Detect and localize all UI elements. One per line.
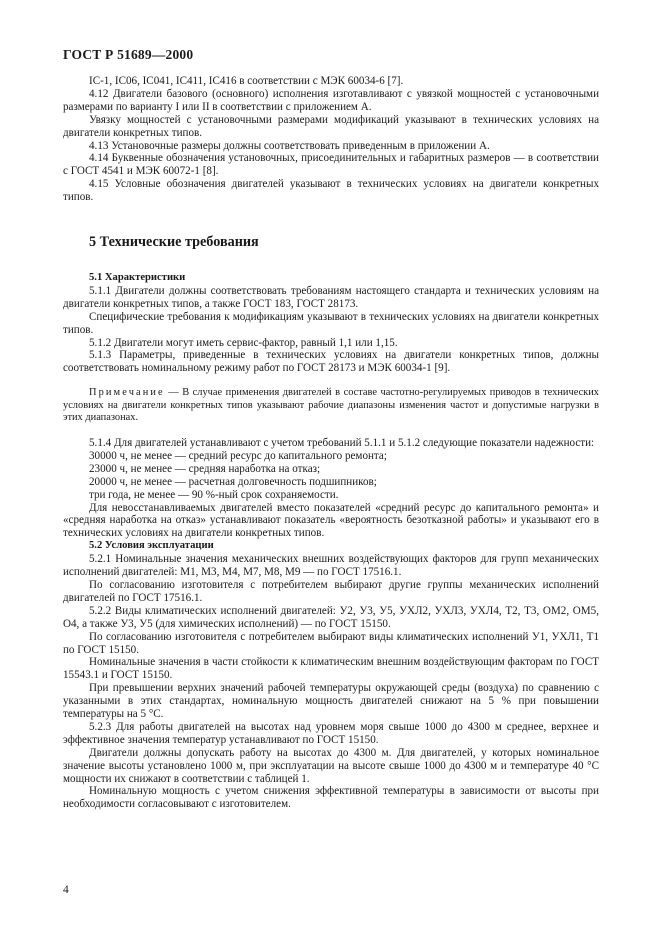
paragraph: IC-1, IC06, IC041, IC411, IC416 в соответствии с МЭК 60034-6 [7]. xyxy=(89,75,404,87)
paragraph: 5.2.2 Виды климатических исполнений двигателей: У2, У3, У5, УХЛ2, УХЛ3, УХЛ4, Т2, Т3, ОМ2, ОМ5, О4, а также У3, У5 (для химических исполнений) — по ГОСТ 15150. xyxy=(63,604,599,630)
subsection-title: 5.2 Условия эксплуатации xyxy=(89,540,214,552)
paragraph: 4.15 Условные обозначения двигателей указывают в технических условиях на двигатели конкретных типов. xyxy=(63,178,599,204)
paragraph: 5.1.3 Параметры, приведенные в технических условиях на двигатели конкретных типов, должны соответствовать номинальному режиму работ по ГОСТ 28173 и МЭК 60034-1 [9]. xyxy=(63,349,599,375)
note-label: Примечание xyxy=(89,387,165,399)
paragraph: 5.1.1 Двигатели должны соответствовать требованиям настоящего стандарта и технических условиям на двигатели конкретных типов, а также ГОСТ 183, ГОСТ 28173. xyxy=(63,284,599,310)
note-text: — В случае применения двигателей в составе частотно-регулируемых приводов в технических условиях на двигатели конкретных типов указывают рабочие диапазоны изменения частот и допустимые нагрузки в этих диапазонах. xyxy=(63,387,599,424)
subsection-title: 5.1 Характеристики xyxy=(89,271,186,283)
note xyxy=(63,387,599,425)
document-body xyxy=(63,75,599,811)
paragraph: По согласованию изготовителя с потребителем выбирают другие группы механических исполнений двигателей по ГОСТ 17516.1. xyxy=(63,578,599,604)
paragraph: 4.12 Двигатели базового (основного) исполнения изготавливают с увязкой мощностей с установочными размерами по варианту I или II в соответствии с приложением А. xyxy=(63,87,599,113)
paragraph: Номинальную мощность с учетом снижения эффективной температуры в зависимости от высоты при необходимости согласовывают с изготовителем. xyxy=(63,785,599,811)
paragraph: 5.2.3 Для работы двигателей на высотах над уровнем моря свыше 1000 до 4300 м среднее, верхнее и эффективное значения температур устанавливают по ГОСТ 15150. xyxy=(63,720,599,746)
paragraph: Специфические требования к модификациям указывают в технических условиях на двигатели конкретных типов. xyxy=(63,310,599,336)
paragraph: 4.13 Установочные размеры должны соответствовать приведенным в приложении А. xyxy=(89,139,490,152)
list-item: три года, не менее — 90 %-ный срок сохраняемости. xyxy=(89,488,339,501)
list-item: 23000 ч, не менее — средняя наработка на отказ; xyxy=(89,462,321,475)
list-item: 30000 ч, не менее — средний ресурс до капитального ремонта; xyxy=(89,449,387,462)
document-header: ГОСТ Р 51689—2000 xyxy=(63,47,194,62)
section-title: 5 Технические требования xyxy=(89,234,259,251)
paragraph: 5.1.2 Двигатели могут иметь сервис-фактор, равный 1,1 или 1,15. xyxy=(89,336,398,349)
paragraph: Увязку мощностей с установочными размерами модификаций указывают в технических условиях на двигатели конкретных типов. xyxy=(63,113,599,139)
paragraph: При превышении верхних значений рабочей температуры окружающей среды (воздуха) по сравнению с указанными в этих стандартах, номинальную мощность двигателей снижают на 5 % при повышении температуры на 5 °С. xyxy=(63,682,599,721)
page-number: 4 xyxy=(63,884,69,896)
paragraph: Для невосстанавливаемых двигателей вместо показателей «средний ресурс до капитального ремонта» и «средняя наработка на отказ» устанавливают показатель «вероятность безотказной работы» и указывают его в технических условиях на двигатели конкретных типов. xyxy=(63,501,599,540)
paragraph: 4.14 Буквенные обозначения установочных, присоединительных и габаритных размеров — в соответствии с ГОСТ 4541 и МЭК 60072-1 [8]. xyxy=(63,152,599,178)
list-item: 20000 ч, не менее — расчетная долговечность подшипников; xyxy=(89,475,377,488)
paragraph: Двигатели должны допускать работу на высотах до 4300 м. Для двигателей, у которых номинальное значение высоты установлено 1000 м, при эксплуатации на высоте свыше 1000 до 4300 м и температуре 40 °С мощности их снижают в соответствии с таблицей 1. xyxy=(63,746,599,785)
paragraph: 5.2.1 Номинальные значения механических внешних воздействующих факторов для групп механических исполнений двигателей: М1, М3, М4, М7, М8, М9 — по ГОСТ 17516.1. xyxy=(63,553,599,579)
paragraph: 5.1.4 Для двигателей устанавливают с учетом требований 5.1.1 и 5.1.2 следующие показатели надежности: xyxy=(89,437,595,449)
paragraph: По согласованию изготовителя с потребителем выбирают виды климатических исполнений У1, УХЛ1, Т1 по ГОСТ 15150. xyxy=(63,630,599,656)
paragraph: Номинальные значения в части стойкости к климатическим внешним воздействующим факторам по ГОСТ 15543.1 и ГОСТ 15150. xyxy=(63,656,599,682)
